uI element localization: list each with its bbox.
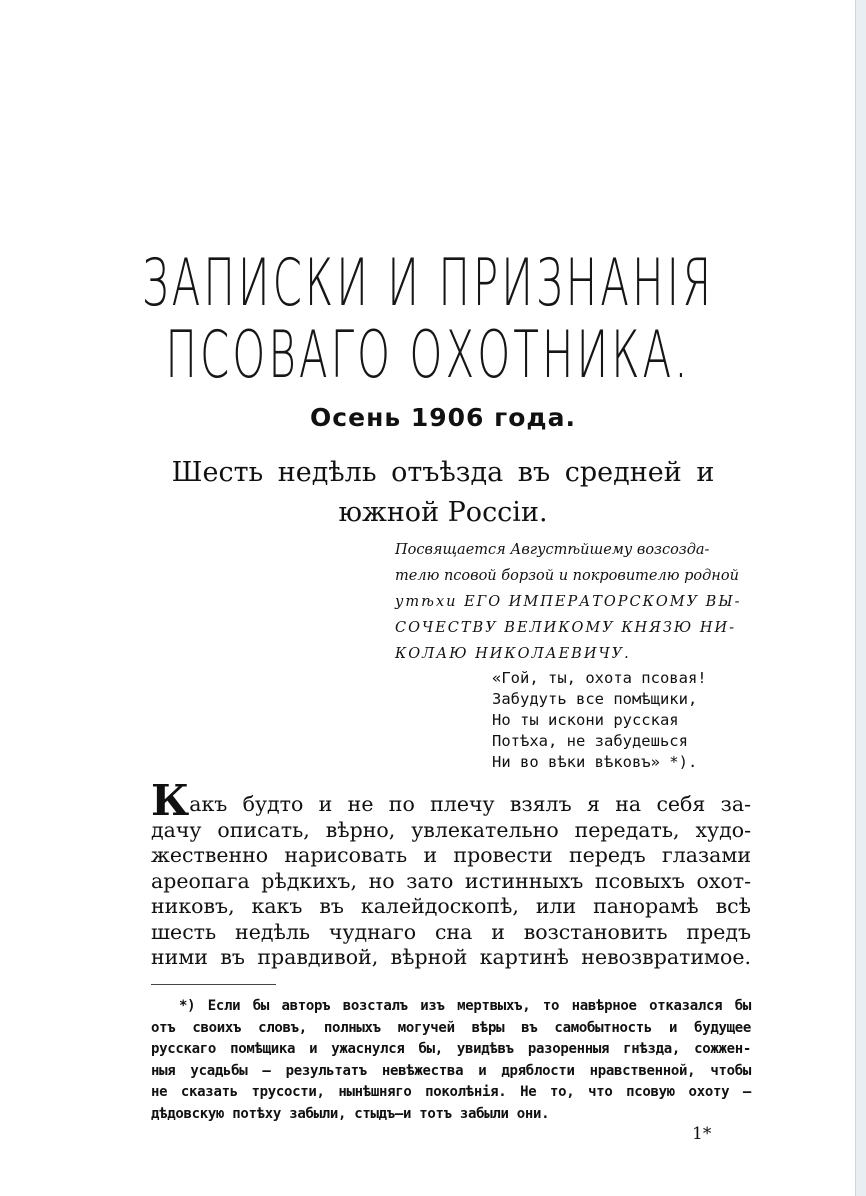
subtitle-line-2: южной Россіи. bbox=[338, 497, 548, 528]
epigraph-line: Потѣха, не забудешься bbox=[492, 732, 688, 750]
title-line-2: ПСОВАГО ОХОТНИКА. bbox=[165, 316, 691, 393]
drop-cap: К bbox=[151, 776, 190, 825]
footnote bbox=[151, 996, 751, 1125]
body-line: ними въ правдивой, вѣрной картинѣ невозвратимое. bbox=[151, 945, 751, 969]
footnote-line: *) Если бы авторъ возсталъ изъ мертвыхъ, то навѣрное отказался бы bbox=[179, 998, 751, 1014]
footnote-line: не сказать трусости, нынѣшняго поколѣнія. Не то, что псовую охоту — bbox=[151, 1084, 751, 1100]
dedication bbox=[395, 537, 755, 667]
body-first-line bbox=[151, 776, 751, 825]
dedication-line: телю псовой борзой и покровителю родной bbox=[395, 568, 739, 584]
body-paragraph bbox=[151, 776, 751, 971]
body-line: шесть недѣль чуднаго сна и возстановить предъ bbox=[151, 919, 751, 944]
page-number: 1* bbox=[692, 1124, 712, 1144]
epigraph-line: «Гой, ты, охота псовая! bbox=[492, 669, 707, 687]
footnote-divider bbox=[151, 984, 276, 985]
epigraph-line: Но ты искони русская bbox=[492, 711, 679, 729]
body-line: никовъ, какъ въ калейдоскопѣ, или панорамѣ всѣ bbox=[151, 894, 751, 918]
title-line-1: ЗАПИСКИ И ПРИЗНАНІЯ bbox=[141, 244, 715, 321]
epigraph-line: Забудуть все помѣщики, bbox=[492, 690, 698, 708]
subtitle-date: Осень 1906 года. bbox=[310, 403, 576, 432]
body-line-text: акъ будто и не по плечу взялъ я на себя за- bbox=[189, 792, 751, 816]
dedication-line: Посвящается Августѣйшему возсозда- bbox=[395, 542, 710, 558]
epigraph-line: Ни во вѣки вѣковъ» *). bbox=[492, 753, 698, 771]
body-line: жественно нарисовать и провести передъ глазами bbox=[151, 843, 751, 867]
footnote-line: русскаго помѣщика и ужаснулся бы, увидѣвъ разоренныя гнѣзда, сожжен- bbox=[151, 1041, 751, 1057]
dedication-line: СОЧЕСТВУ ВЕЛИКОМУ КНЯЗЮ НИ- bbox=[395, 620, 737, 636]
viewer-edge bbox=[855, 0, 866, 1196]
dedication-line: утѣхи ЕГО ИМПЕРАТОРСКОМУ ВЫ- bbox=[395, 594, 742, 610]
epigraph bbox=[492, 668, 752, 773]
body-line: дачу описать, вѣрно, увлекательно передать, худо- bbox=[151, 817, 751, 842]
footnote-line: отъ своихъ словъ, полныхъ могучей вѣры въ самобытность и будущее bbox=[151, 1019, 751, 1036]
footnote-line: дѣдовскую потѣху забыли, стыдъ—и тотъ забыли они. bbox=[151, 1105, 550, 1122]
footnote-line: ныя усадьбы — результатъ невѣжества и дряблости нравственной, чтобы bbox=[151, 1062, 751, 1079]
body-line: ареопага рѣдкихъ, но зато истинныхъ псовыхъ охот- bbox=[151, 868, 751, 893]
dedication-line: КОЛАЮ НИКОЛАЕВИЧУ. bbox=[395, 646, 631, 662]
subtitle-line-1: Шесть недѣль отъѣзда въ средней и bbox=[171, 457, 715, 488]
